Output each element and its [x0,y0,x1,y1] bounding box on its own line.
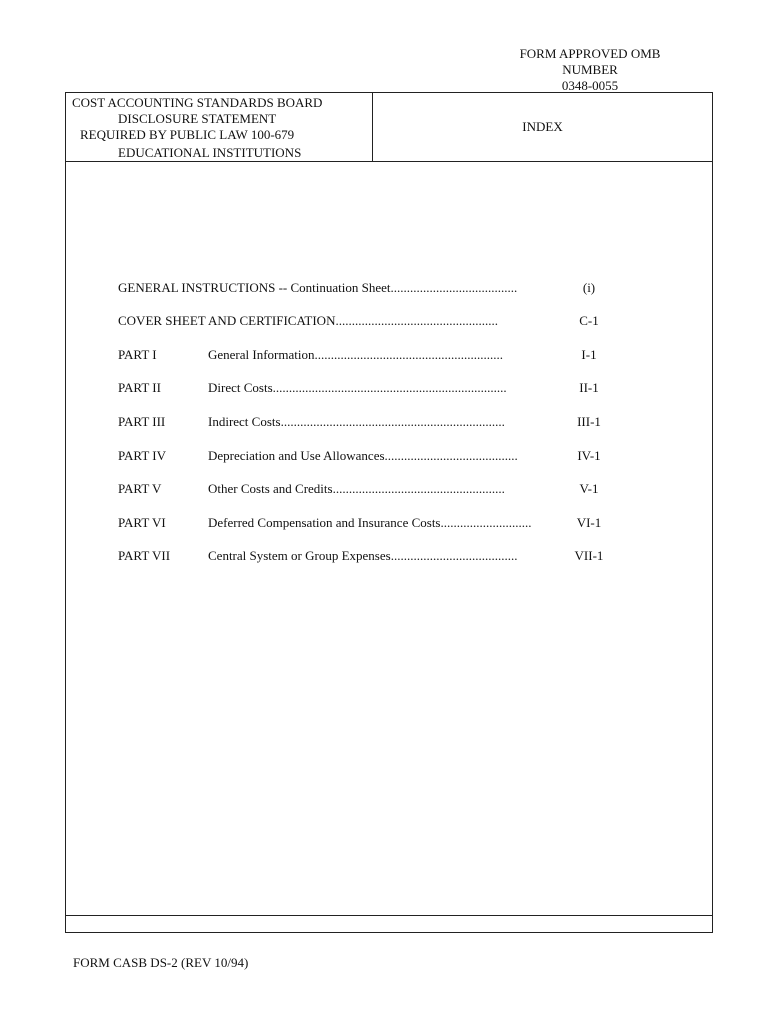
entry-part: PART II [118,380,161,395]
entry-page: III-1 [577,414,601,429]
form-frame [65,92,713,933]
index-heading-cell [373,93,712,161]
entry-page: VII-1 [574,548,604,563]
entry-part: PART I [118,347,157,362]
entry-part: PART VII [118,548,171,563]
index-entry-part-3 [66,413,712,431]
footer-divider [66,915,712,916]
entry-page: V-1 [579,481,599,496]
title-line-board: COST ACCOUNTING STANDARDS BOARD [72,95,323,110]
entry-title: Direct Costs........................................................................ [208,380,507,395]
entry-title: Depreciation and Use Allowances......................................... [208,448,518,463]
entry-part: PART IV [118,448,166,463]
index-entry-part-2 [66,379,712,397]
index-entry-part-4 [66,447,712,465]
omb-number: 0348-0055 [561,78,619,93]
form-title-block [66,93,373,161]
index-entry-general-instructions [66,279,712,297]
entry-title: Other Costs and Credits..................................................... [208,481,505,496]
entry-page: I-1 [581,347,597,362]
index-entry-part-7 [66,547,712,565]
entry-page: C-1 [579,313,599,328]
entry-title: Indirect Costs..................................................................... [208,414,505,429]
entry-part: PART III [118,414,166,429]
index-entry-cover-sheet [66,312,712,330]
entry-title: COVER SHEET AND CERTIFICATION.................................................. [118,313,498,328]
entry-part: PART V [118,481,162,496]
entry-title: GENERAL INSTRUCTIONS -- Continuation Sheet....................................... [118,280,518,295]
index-entry-part-5 [66,480,712,498]
form-number: FORM CASB DS-2 (REV 10/94) [73,955,249,970]
title-line-statement: DISCLOSURE STATEMENT [118,111,277,126]
title-line-law: REQUIRED BY PUBLIC LAW 100-679 [80,127,295,142]
entry-title: Deferred Compensation and Insurance Costs............................ [208,515,532,530]
entry-part: PART VI [118,515,166,530]
omb-approval-line: FORM APPROVED OMB NUMBER [519,46,661,77]
entry-title: General Information.......................................................... [208,347,503,362]
index-heading: INDEX [522,119,563,134]
entry-page: II-1 [579,380,599,395]
entry-page: IV-1 [577,448,601,463]
form-header [66,93,712,162]
entry-page: (i) [582,280,596,295]
omb-approval [500,46,680,94]
entry-title: Central System or Group Expenses....................................... [208,548,518,563]
index-entry-part-6 [66,514,712,532]
title-line-institutions: EDUCATIONAL INSTITUTIONS [118,145,302,160]
entry-page: VI-1 [576,515,602,530]
index-entry-part-1 [66,346,712,364]
